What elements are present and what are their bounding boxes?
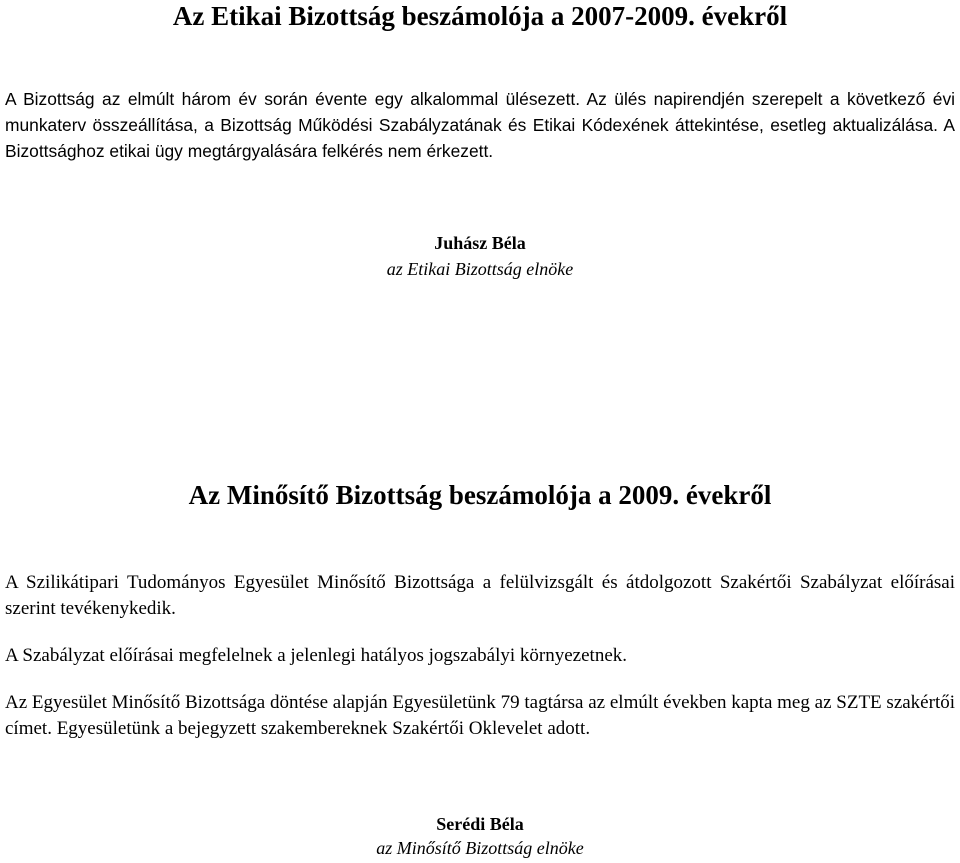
qualification-paragraph-3: Az Egyesület Minősítő Bizottsága döntése alapján Egyesületünk 79 tagtársa az elmúlt években kapta meg az SZTE szakértői címet. Egyesületünk a bejegyzett szakembereknek Szakértői Oklevelet adott. (5, 692, 955, 739)
qualification-signature-name: Serédi Béla (436, 814, 524, 834)
qualification-paragraph-1: A Szilikátipari Tudományos Egyesület Minősítő Bizottsága a felülvizsgált és átdolgozott Szakértői Szabályzat előírásai szerint tevékenykedik. (5, 572, 955, 619)
ethics-signature-title: az Etikai Bizottság elnöke (386, 259, 574, 279)
qualification-heading: Az Minősítő Bizottság beszámolója a 2009. évekről (188, 480, 772, 510)
qualification-signature-title: az Minősítő Bizottság elnöke (376, 838, 584, 858)
qualification-paragraph-2: A Szabályzat előírásai megfelelnek a jelenlegi hatályos jogszabályi környezetnek. (5, 645, 627, 666)
ethics-paragraph: A Bizottság az elmúlt három év során évente egy alkalommal ülésezett. Az ülés napirendjén szerepelt a következő évi munkaterv összeállítása, a Bizottság Működési Szabályzatának és Etikai Kódexének áttekintése, esetleg aktualizálása. A Bizottsághoz etikai ügy megtárgyalására felkérés nem érkezett. (5, 89, 955, 161)
ethics-heading: Az Etikai Bizottság beszámolója a 2007-2009. évekről (172, 1, 788, 31)
ethics-signature-name: Juhász Béla (434, 233, 526, 253)
